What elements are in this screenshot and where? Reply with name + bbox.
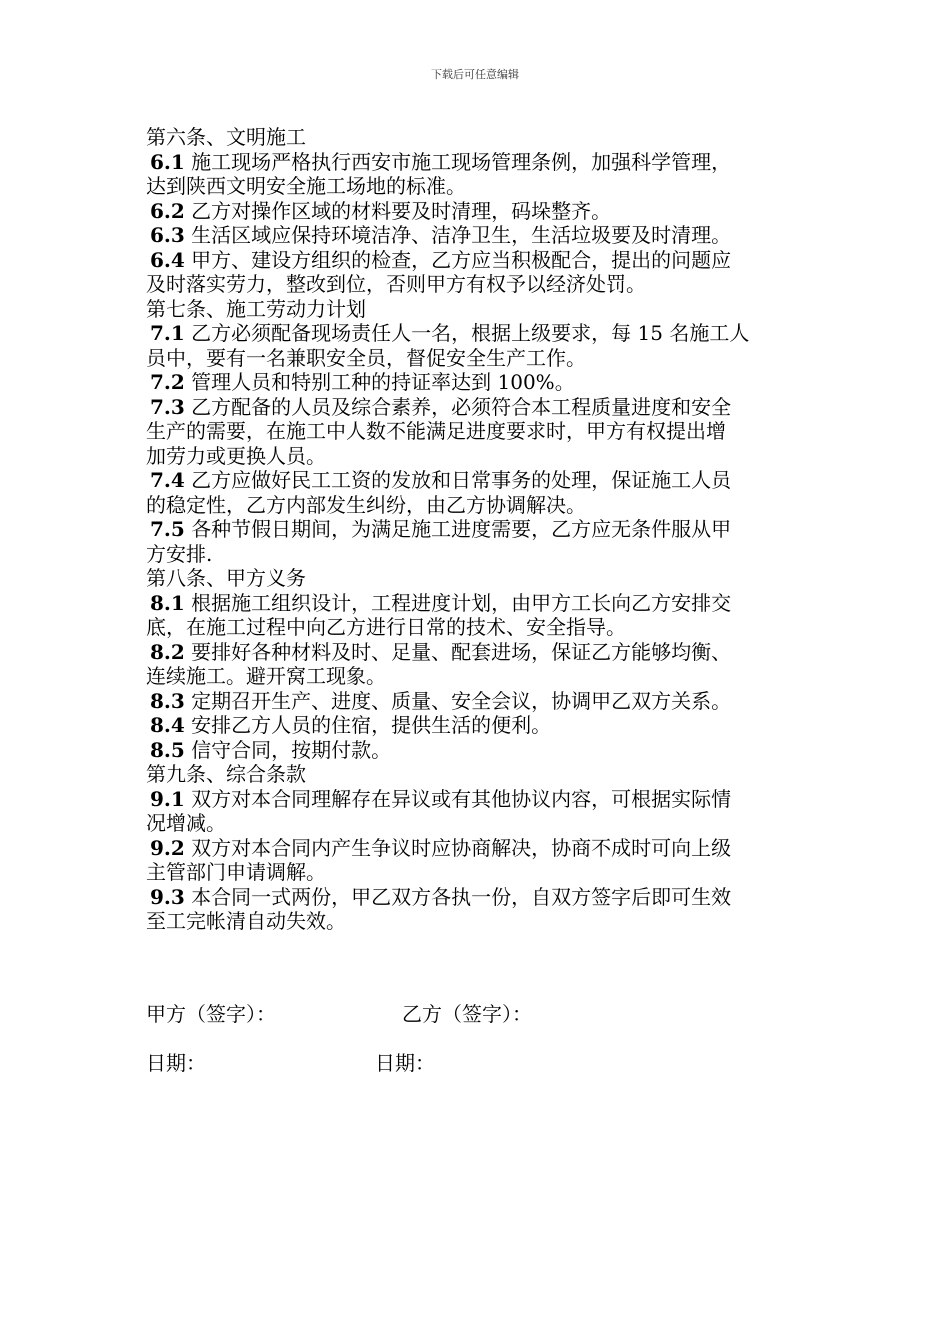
clause-text: 达到陕西文明安全施工场地的标准。 xyxy=(146,174,466,198)
clause-line xyxy=(146,591,816,616)
text-line xyxy=(146,272,816,297)
clause-text: 第九条、综合条款 xyxy=(146,762,306,786)
text-line xyxy=(146,909,816,934)
clause-line xyxy=(146,517,816,542)
clause-text: 各种节假日期间，为满足施工进度需要，乙方应无条件服从甲 xyxy=(184,517,732,541)
clause-number: 8.2 xyxy=(150,639,185,664)
text-line xyxy=(146,566,816,591)
clause-line xyxy=(146,738,816,763)
clause-number: 7.5 xyxy=(150,517,185,541)
contract-body xyxy=(146,125,816,934)
party-b-signature-label: 乙方（签字）： xyxy=(402,1002,532,1026)
clause-line xyxy=(146,150,816,175)
clause-text: 定期召开生产、进度、质量、安全会议，协调甲乙双方关系。 xyxy=(184,688,732,713)
text-line xyxy=(146,444,816,469)
clause-line xyxy=(146,395,816,420)
clause-text: 安排乙方人员的住宿，提供生活的便利。 xyxy=(184,713,552,737)
clause-text: 方安排. xyxy=(146,541,213,566)
clause-number: 9.3 xyxy=(150,884,185,909)
clause-text: 根据施工组织设计，工程进度计划，由甲方工长向乙方安排交 xyxy=(184,590,732,615)
text-line xyxy=(146,125,816,150)
clause-text: 生产的需要，在施工中人数不能满足进度要求时，甲方有权提出增 xyxy=(146,419,726,443)
clause-text: 乙方应做好民工工资的发放和日常事务的处理，保证施工人员 xyxy=(184,468,732,492)
clause-text: 乙方配备的人员及综合素养，必须符合本工程质量进度和安全 xyxy=(184,394,732,419)
text-line xyxy=(146,615,816,640)
clause-number: 8.4 xyxy=(150,713,185,737)
clause-number: 8.1 xyxy=(150,590,185,615)
text-line xyxy=(146,419,816,444)
clause-line xyxy=(146,713,816,738)
clause-text: 底，在施工过程中向乙方进行日常的技术、安全指导。 xyxy=(146,615,626,639)
clause-number: 7.4 xyxy=(150,468,185,492)
clause-number: 8.5 xyxy=(150,737,185,762)
party-a-date-label: 日期： xyxy=(146,1051,206,1075)
clause-text: 本合同一式两份，甲乙双方各执一份，自双方签字后即可生效 xyxy=(184,884,732,909)
clause-text: 况增减。 xyxy=(146,811,226,835)
clause-line xyxy=(146,468,816,493)
clause-number: 7.1 xyxy=(150,321,185,345)
text-line xyxy=(146,542,816,567)
clause-text: 信守合同，按期付款。 xyxy=(184,737,392,762)
text-line xyxy=(146,174,816,199)
text-line xyxy=(146,860,816,885)
party-b-date-label: 日期： xyxy=(375,1051,435,1075)
clause-text: 管理人员和特别工种的持证率达到 100%。 xyxy=(184,370,575,394)
clause-number: 8.3 xyxy=(150,688,185,713)
clause-text: 生活区域应保持环境洁净、洁净卫生，生活垃圾要及时清理。 xyxy=(184,223,732,247)
clause-line xyxy=(146,248,816,273)
party-a-signature-label: 甲方（签字）： xyxy=(146,1002,276,1026)
clause-number: 9.2 xyxy=(150,835,185,860)
clause-line xyxy=(146,640,816,665)
clause-text: 加劳力或更换人员。 xyxy=(146,443,326,468)
clause-line xyxy=(146,836,816,861)
clause-line xyxy=(146,199,816,224)
clause-number: 6.3 xyxy=(150,223,185,247)
clause-text: 至工完帐清自动失效。 xyxy=(146,909,346,933)
clause-line xyxy=(146,223,816,248)
clause-number: 7.3 xyxy=(150,394,185,419)
clause-text: 第七条、施工劳动力计划 xyxy=(146,296,366,321)
text-line xyxy=(146,811,816,836)
clause-text: 第六条、文明施工 xyxy=(146,125,306,149)
clause-text: 员中，要有一名兼职安全员，督促安全生产工作。 xyxy=(146,345,586,370)
clause-text: 要排好各种材料及时、足量、配套进场，保证乙方能够均衡、 xyxy=(184,639,732,664)
page-header: 下载后可任意编辑 xyxy=(431,68,519,81)
clause-text: 主管部门申请调解。 xyxy=(146,860,326,884)
clause-number: 6.2 xyxy=(150,198,185,223)
clause-line xyxy=(146,370,816,395)
clause-text: 双方对本合同理解存在异议或有其他协议内容，可根据实际情 xyxy=(184,786,732,811)
clause-line xyxy=(146,689,816,714)
clause-text: 甲方、建设方组织的检查，乙方应当积极配合，提出的问题应 xyxy=(184,247,732,272)
clause-number: 9.1 xyxy=(150,786,185,811)
clause-line xyxy=(146,885,816,910)
clause-text: 施工现场严格执行西安市施工现场管理条例，加强科学管理， xyxy=(184,149,732,174)
clause-line xyxy=(146,321,816,346)
clause-text: 乙方必须配备现场责任人一名，根据上级要求，每 15 名施工人 xyxy=(184,321,750,345)
text-line xyxy=(146,664,816,689)
clause-number: 6.1 xyxy=(150,149,185,174)
clause-text: 的稳定性，乙方内部发生纠纷，由乙方协调解决。 xyxy=(146,492,586,517)
clause-line xyxy=(146,787,816,812)
text-line xyxy=(146,346,816,371)
clause-number: 6.4 xyxy=(150,247,185,272)
clause-text: 及时落实劳力，整改到位，否则甲方有权予以经济处罚。 xyxy=(146,272,646,296)
text-line xyxy=(146,762,816,787)
clause-number: 7.2 xyxy=(150,370,185,394)
clause-text: 双方对本合同内产生争议时应协商解决，协商不成时可向上级 xyxy=(184,835,732,860)
text-line xyxy=(146,493,816,518)
clause-text: 乙方对操作区域的材料要及时清理，码垛整齐。 xyxy=(184,198,612,223)
text-line xyxy=(146,297,816,322)
clause-text: 连续施工。避开窝工现象。 xyxy=(146,664,386,688)
clause-text: 第八条、甲方义务 xyxy=(146,566,306,590)
